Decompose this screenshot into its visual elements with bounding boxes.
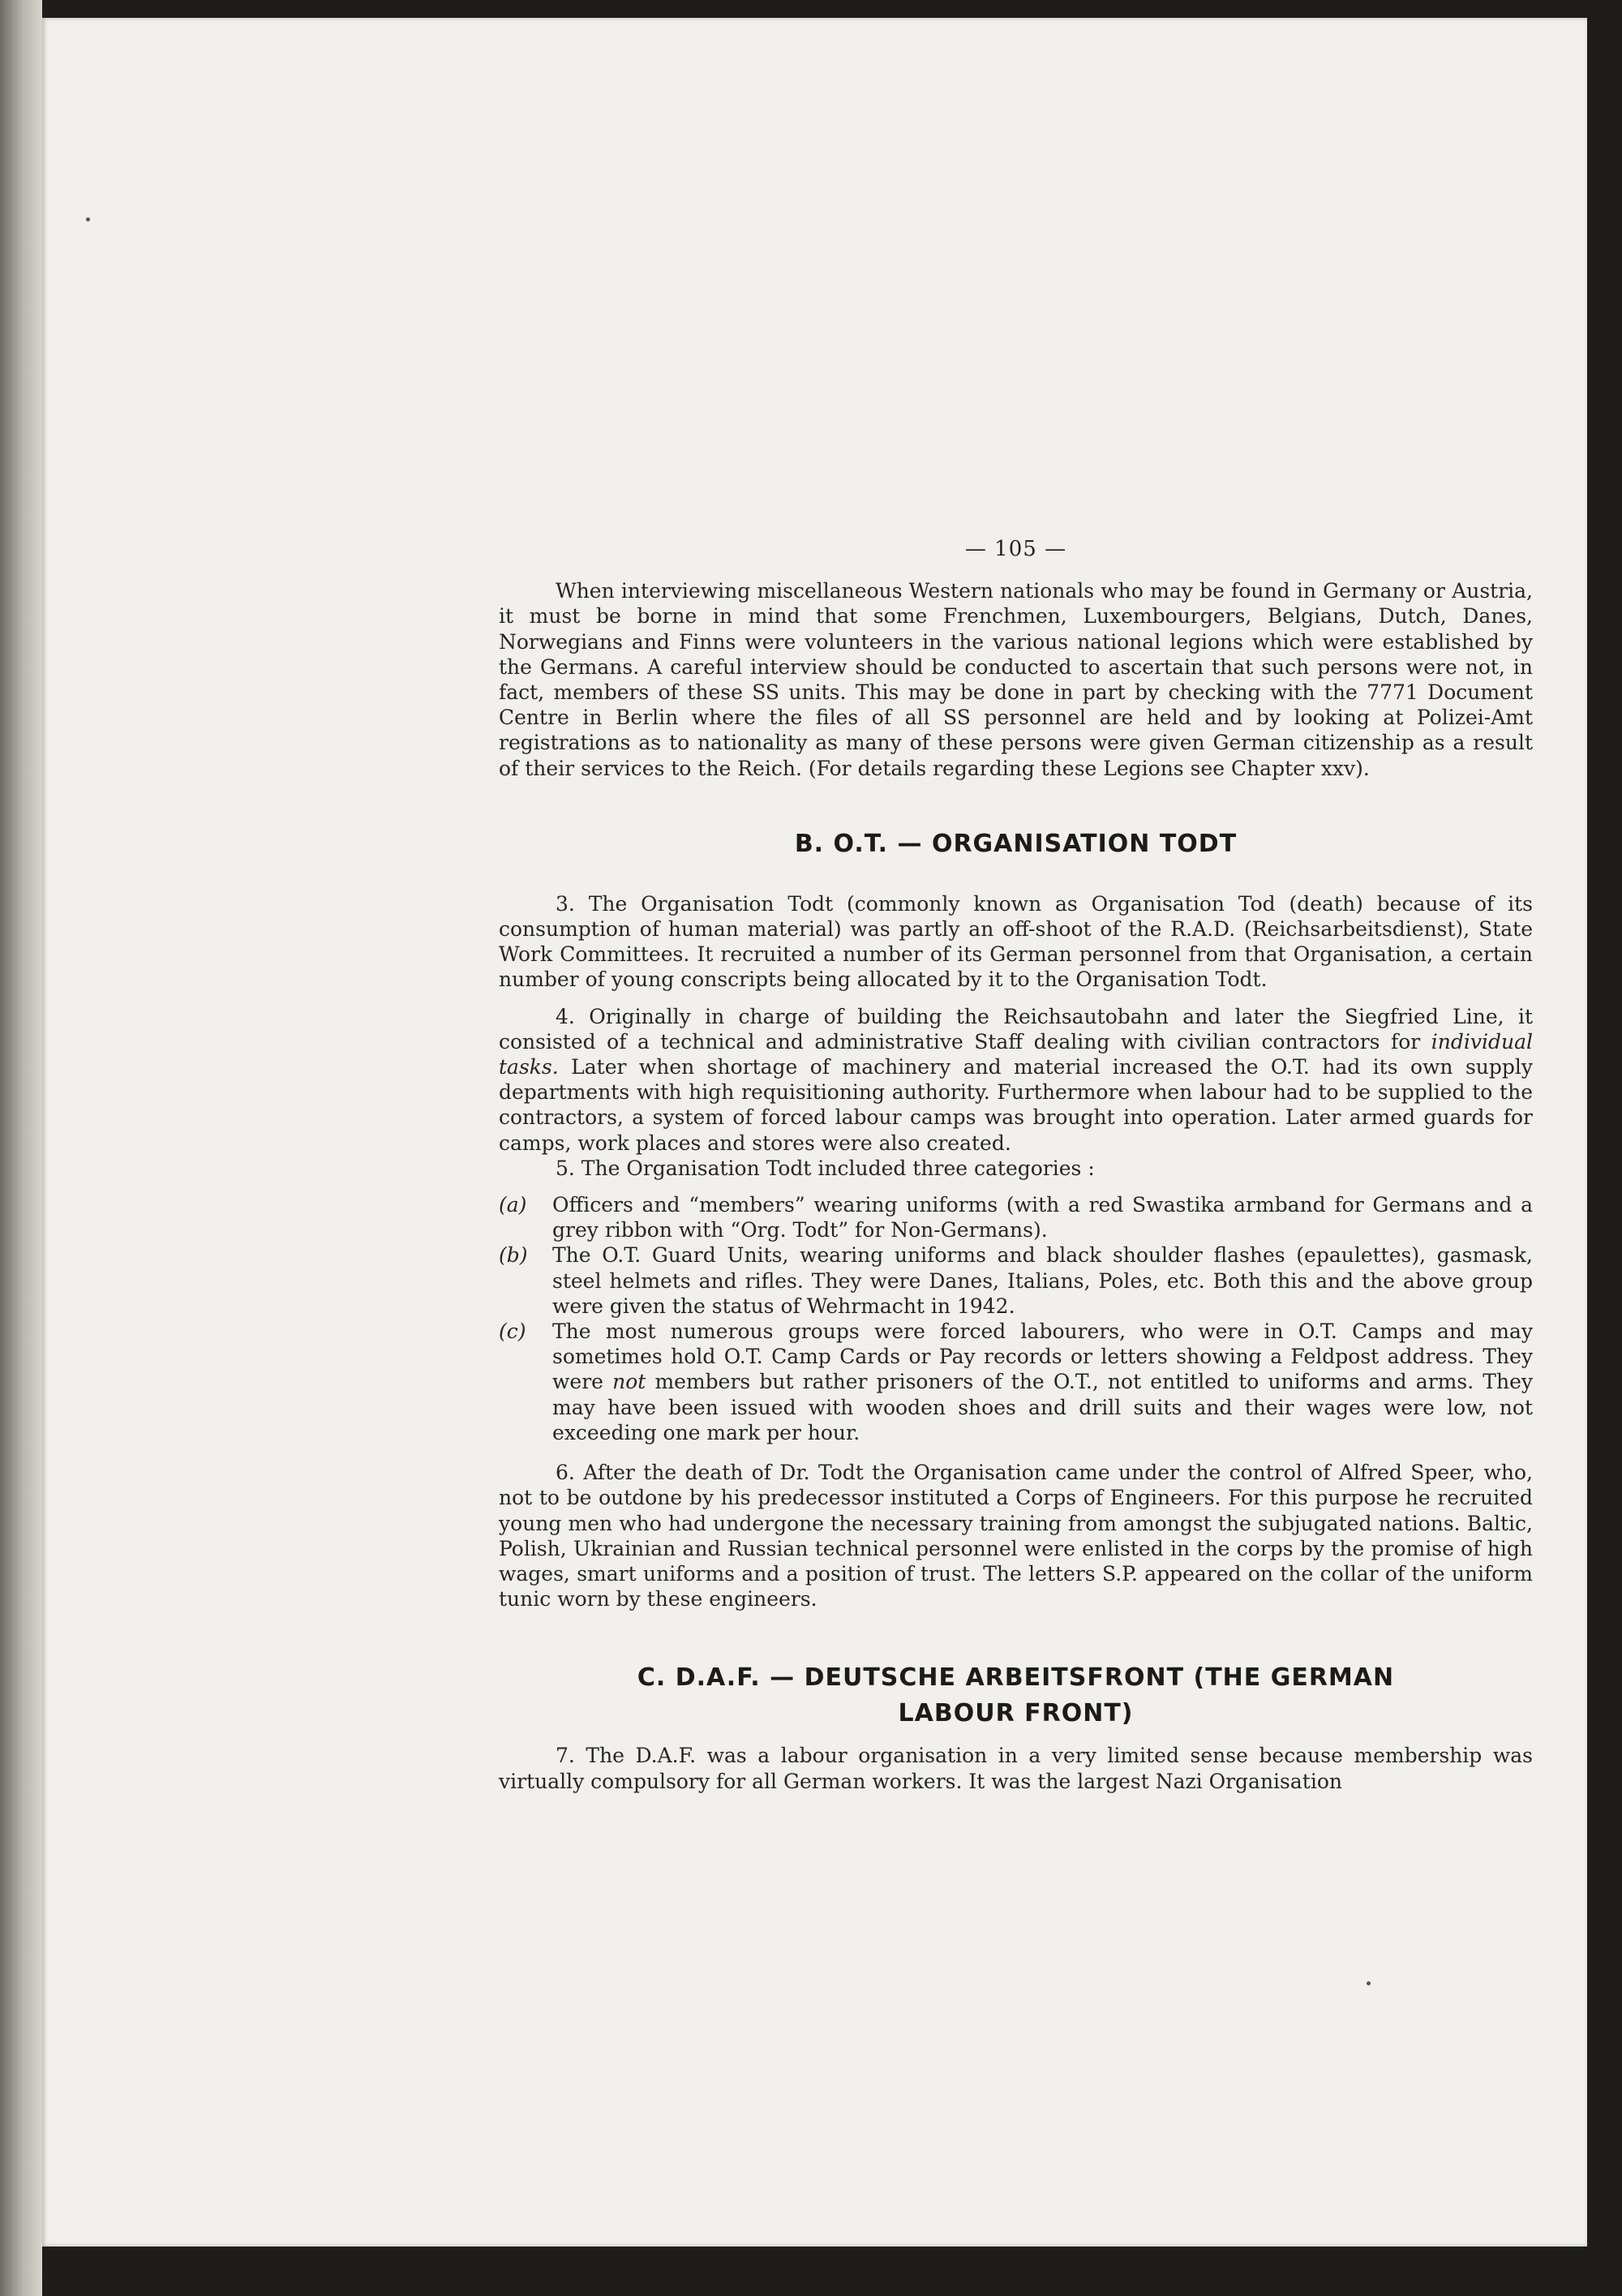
category-text-part: The most numerous groups were forced labourers, who were in O.T. Camps and may sometimes hold O.T. Camp Cards or Pay records or letters showing a Feldpost address. They were xyxy=(552,1320,1533,1394)
section-c-heading xyxy=(499,1660,1533,1732)
paragraph-4-emphasis: individual tasks. xyxy=(499,1029,1533,1079)
intro-paragraph: When interviewing miscellaneous Western nationals who may be found in Germany or Austria, it must be borne in mind that some Frenchmen, Luxembourgers, Belgians, Dutch, Danes, Norwegians and Finns were volunteers in the various national legions which were established by the Germans. A careful interview should be conducted to ascertain that such persons were not, in fact, members of these SS units. This may be done in part by checking with the 7771 Document Centre in Berlin where the files of all SS personnel are held and by looking at Polizei-Amt registrations as to nationality as many of these persons were given German citizenship as a result of their services to the Reich. (For details regarding these Legions see Chapter xxv). xyxy=(499,579,1533,780)
paragraph-7: 7. The D.A.F. was a labour organisation in a very limited sense because membership was virtually compulsory for all German workers. It was the largest Nazi Organisation xyxy=(499,1744,1533,1793)
category-text: Officers and “members” wearing uniforms (with a red Swastika armband for Germans and a grey ribbon with “Org. Todt” for Non-Germans). xyxy=(552,1193,1533,1242)
category-marker: (a) xyxy=(499,1193,527,1217)
paragraph-4-text: 4. Originally in charge of building the Reichsautobahn and later the Siegfried Line, it consisted of a technical and administrative Staff dealing with civilian contractors for xyxy=(499,1004,1533,1054)
section-c-heading-line: C. D.A.F. — DEUTSCHE ARBEITSFRONT (THE GERMAN xyxy=(637,1663,1395,1693)
document-page xyxy=(42,18,1587,2247)
category-marker: (b) xyxy=(499,1243,528,1268)
category-item xyxy=(499,1192,1533,1242)
category-text-emphasis: not xyxy=(612,1370,646,1394)
paragraph-5: 5. The Organisation Todt included three categories : xyxy=(556,1156,1095,1180)
categories-list xyxy=(499,1192,1533,1445)
paragraph-6: 6. After the death of Dr. Todt the Organisation came under the control of Alfred Speer, who, not to be outdone by his predecessor instituted a Corps of Engineers. For this purpose he recruited young men who had undergone the necessary training from amongst the subjugated nations. Baltic, Polish, Ukrainian and Russian technical personnel were enlisted in the corps by the promise of high wages, smart uniforms and a position of trust. The letters S.P. appeared on the collar of the uniform tunic worn by these engineers. xyxy=(499,1461,1533,1611)
category-text: The O.T. Guard Units, wearing uniforms and black shoulder flashes (epaulettes), gasmask, steel helmets and rifles. They were Danes, Italians, Poles, etc. Both this and the above group were given the status of Wehrmacht in 1942. xyxy=(552,1243,1533,1318)
paper-speck xyxy=(1367,1981,1371,1985)
facing-page-edge xyxy=(0,0,42,2296)
category-text-part: members but rather prisoners of the O.T., not entitled to uniforms and arms. They may have been issued with wooden shoes and drill suits and their wages were low, not exceeding one mark per hour. xyxy=(552,1370,1534,1444)
paragraph-3: 3. The Organisation Todt (commonly known as Organisation Tod (death) because of its consumption of human material) was partly an off-shoot of the R.A.D. (Reichsarbeitsdienst), State Work Committees. It recruited a number of its German personnel from that Organisation, a certain number of young conscripts being allocated by it to the Organisation Todt. xyxy=(499,891,1533,992)
category-text xyxy=(552,1319,1533,1445)
paper-speck xyxy=(86,217,90,221)
paragraph-4-text-cont: Later when shortage of machinery and material increased the O.T. had its own supply departments with high requisitioning authority. Furthermore when labour had to be supplied to the contractors, a system of forced labour camps was brought into operation. Later armed guards for camps, work places and stores were also created. xyxy=(499,1055,1533,1155)
page-body xyxy=(499,537,1533,1794)
paragraph-4 xyxy=(499,1004,1533,1156)
category-item xyxy=(499,1319,1533,1445)
category-item xyxy=(499,1242,1533,1319)
section-c-heading-line: LABOUR FRONT) xyxy=(898,1699,1134,1728)
page-number: — 105 — xyxy=(964,537,1067,561)
section-b-heading: B. O.T. — ORGANISATION TODT xyxy=(794,829,1238,858)
category-marker: (c) xyxy=(499,1320,526,1344)
